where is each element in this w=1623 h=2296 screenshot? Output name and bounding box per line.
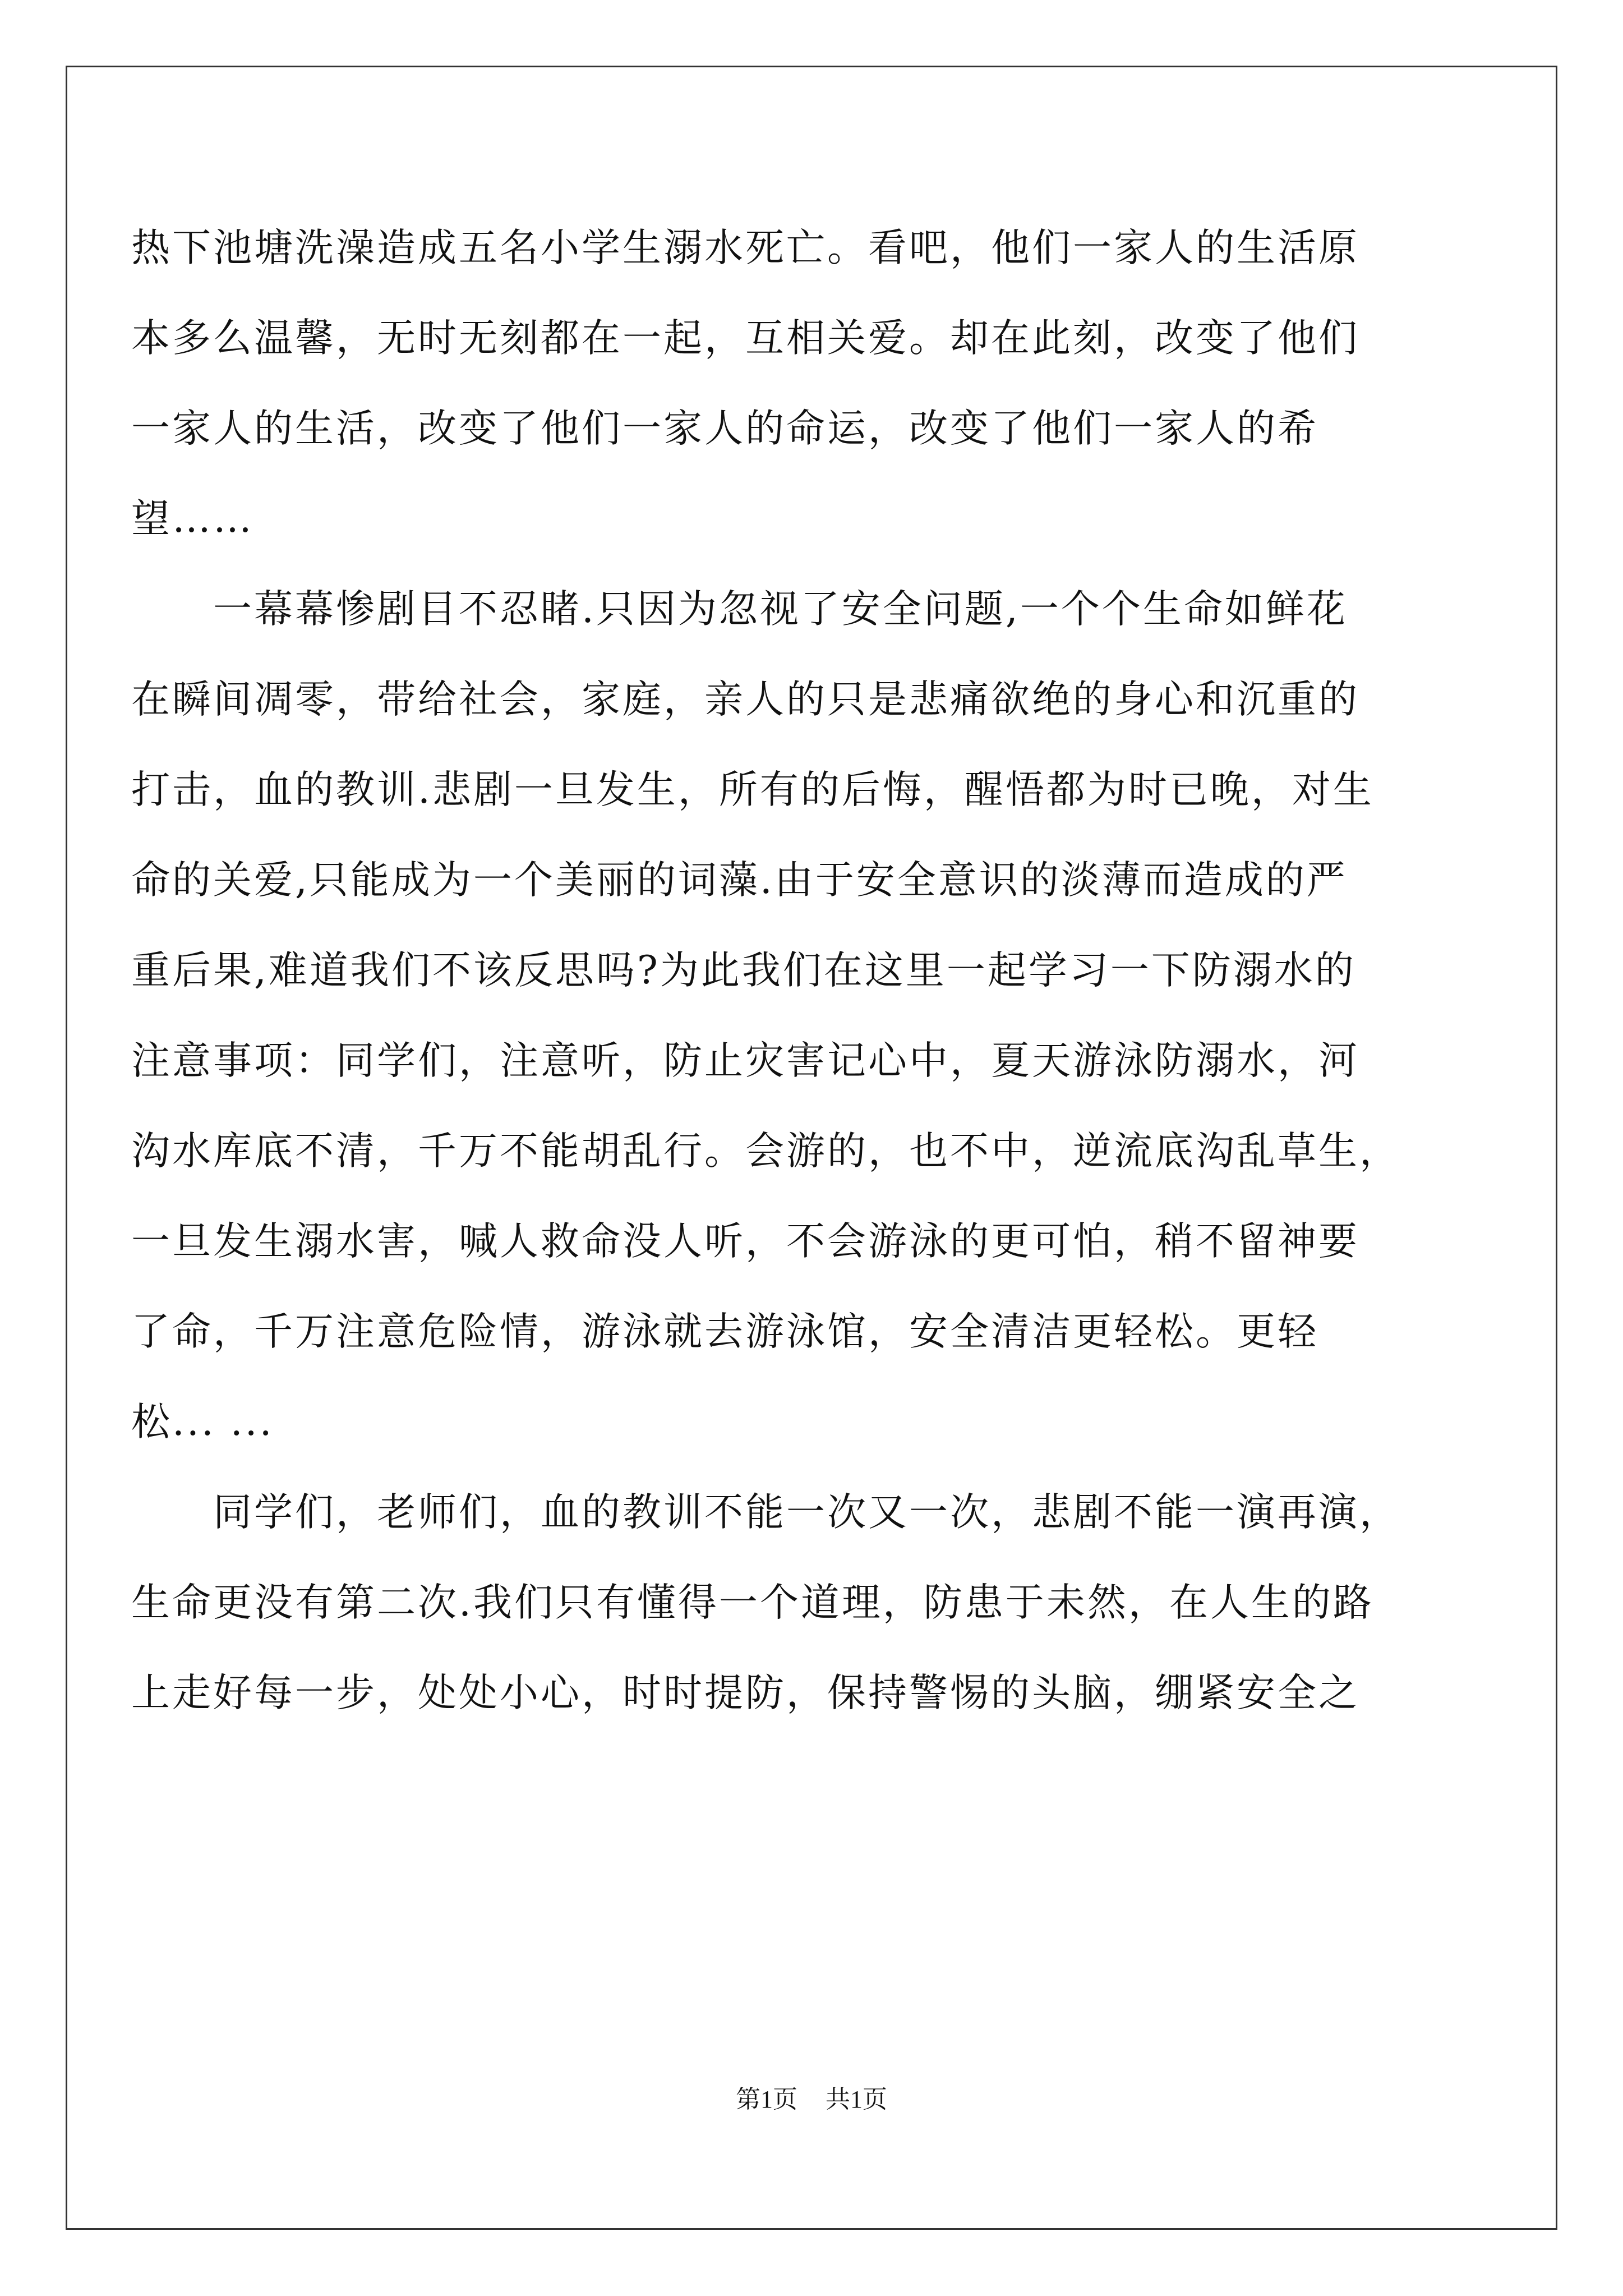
text-line: 一旦发生溺水害，喊人救命没人听，不会游泳的更可怕，稍不留神要 — [131, 1219, 1359, 1264]
text-line: 本多么温馨，无时无刻都在一起，互相关爱。却在此刻，改变了他们 — [131, 316, 1359, 361]
page-number: 第1页 — [736, 2086, 797, 2113]
text-line: 松... ... — [131, 1400, 274, 1444]
text-line: 沟水库底不清，千万不能胡乱行。会游的，也不中，逆流底沟乱草生， — [131, 1129, 1400, 1174]
text-line: 望…… — [131, 496, 254, 541]
page-footer — [0, 2084, 1623, 2115]
text-line: 注意事项：同学们，注意听，防止灾害记心中，夏天游泳防溺水，河 — [131, 1038, 1359, 1083]
text-line: 生命更没有第二次.我们只有懂得一个道理，防患于未然，在人生的路 — [131, 1580, 1374, 1625]
text-line: 同学们，老师们，血的教训不能一次又一次，悲剧不能一演再演， — [131, 1490, 1400, 1535]
text-line: 一家人的生活，改变了他们一家人的命运，改变了他们一家人的希 — [131, 406, 1318, 451]
text-line: 上走好每一步，处处小心，时时提防，保持警惕的头脑，绷紧安全之 — [131, 1671, 1359, 1715]
text-line: 在瞬间凋零，带给社会，家庭，亲人的只是悲痛欲绝的身心和沉重的 — [131, 677, 1359, 722]
page-total: 共1页 — [826, 2086, 887, 2113]
text-line: 一幕幕惨剧目不忍睹.只因为忽视了安全问题,一个个生命如鲜花 — [131, 587, 1348, 632]
text-line: 重后果,难道我们不该反思吗?为此我们在这里一起学习一下防溺水的 — [131, 948, 1356, 993]
text-line: 了命，千万注意危险情，游泳就去游泳馆，安全清洁更轻松。更轻 — [131, 1309, 1318, 1354]
text-line: 命的关爱,只能成为一个美丽的词藻.由于安全意识的淡薄而造成的严 — [131, 858, 1348, 903]
text-line: 热下池塘洗澡造成五名小学生溺水死亡。看吧，他们一家人的生活原 — [131, 226, 1359, 270]
text-line: 打击，血的教训.悲剧一旦发生，所有的后悔，醒悟都为时已晚，对生 — [131, 767, 1374, 812]
